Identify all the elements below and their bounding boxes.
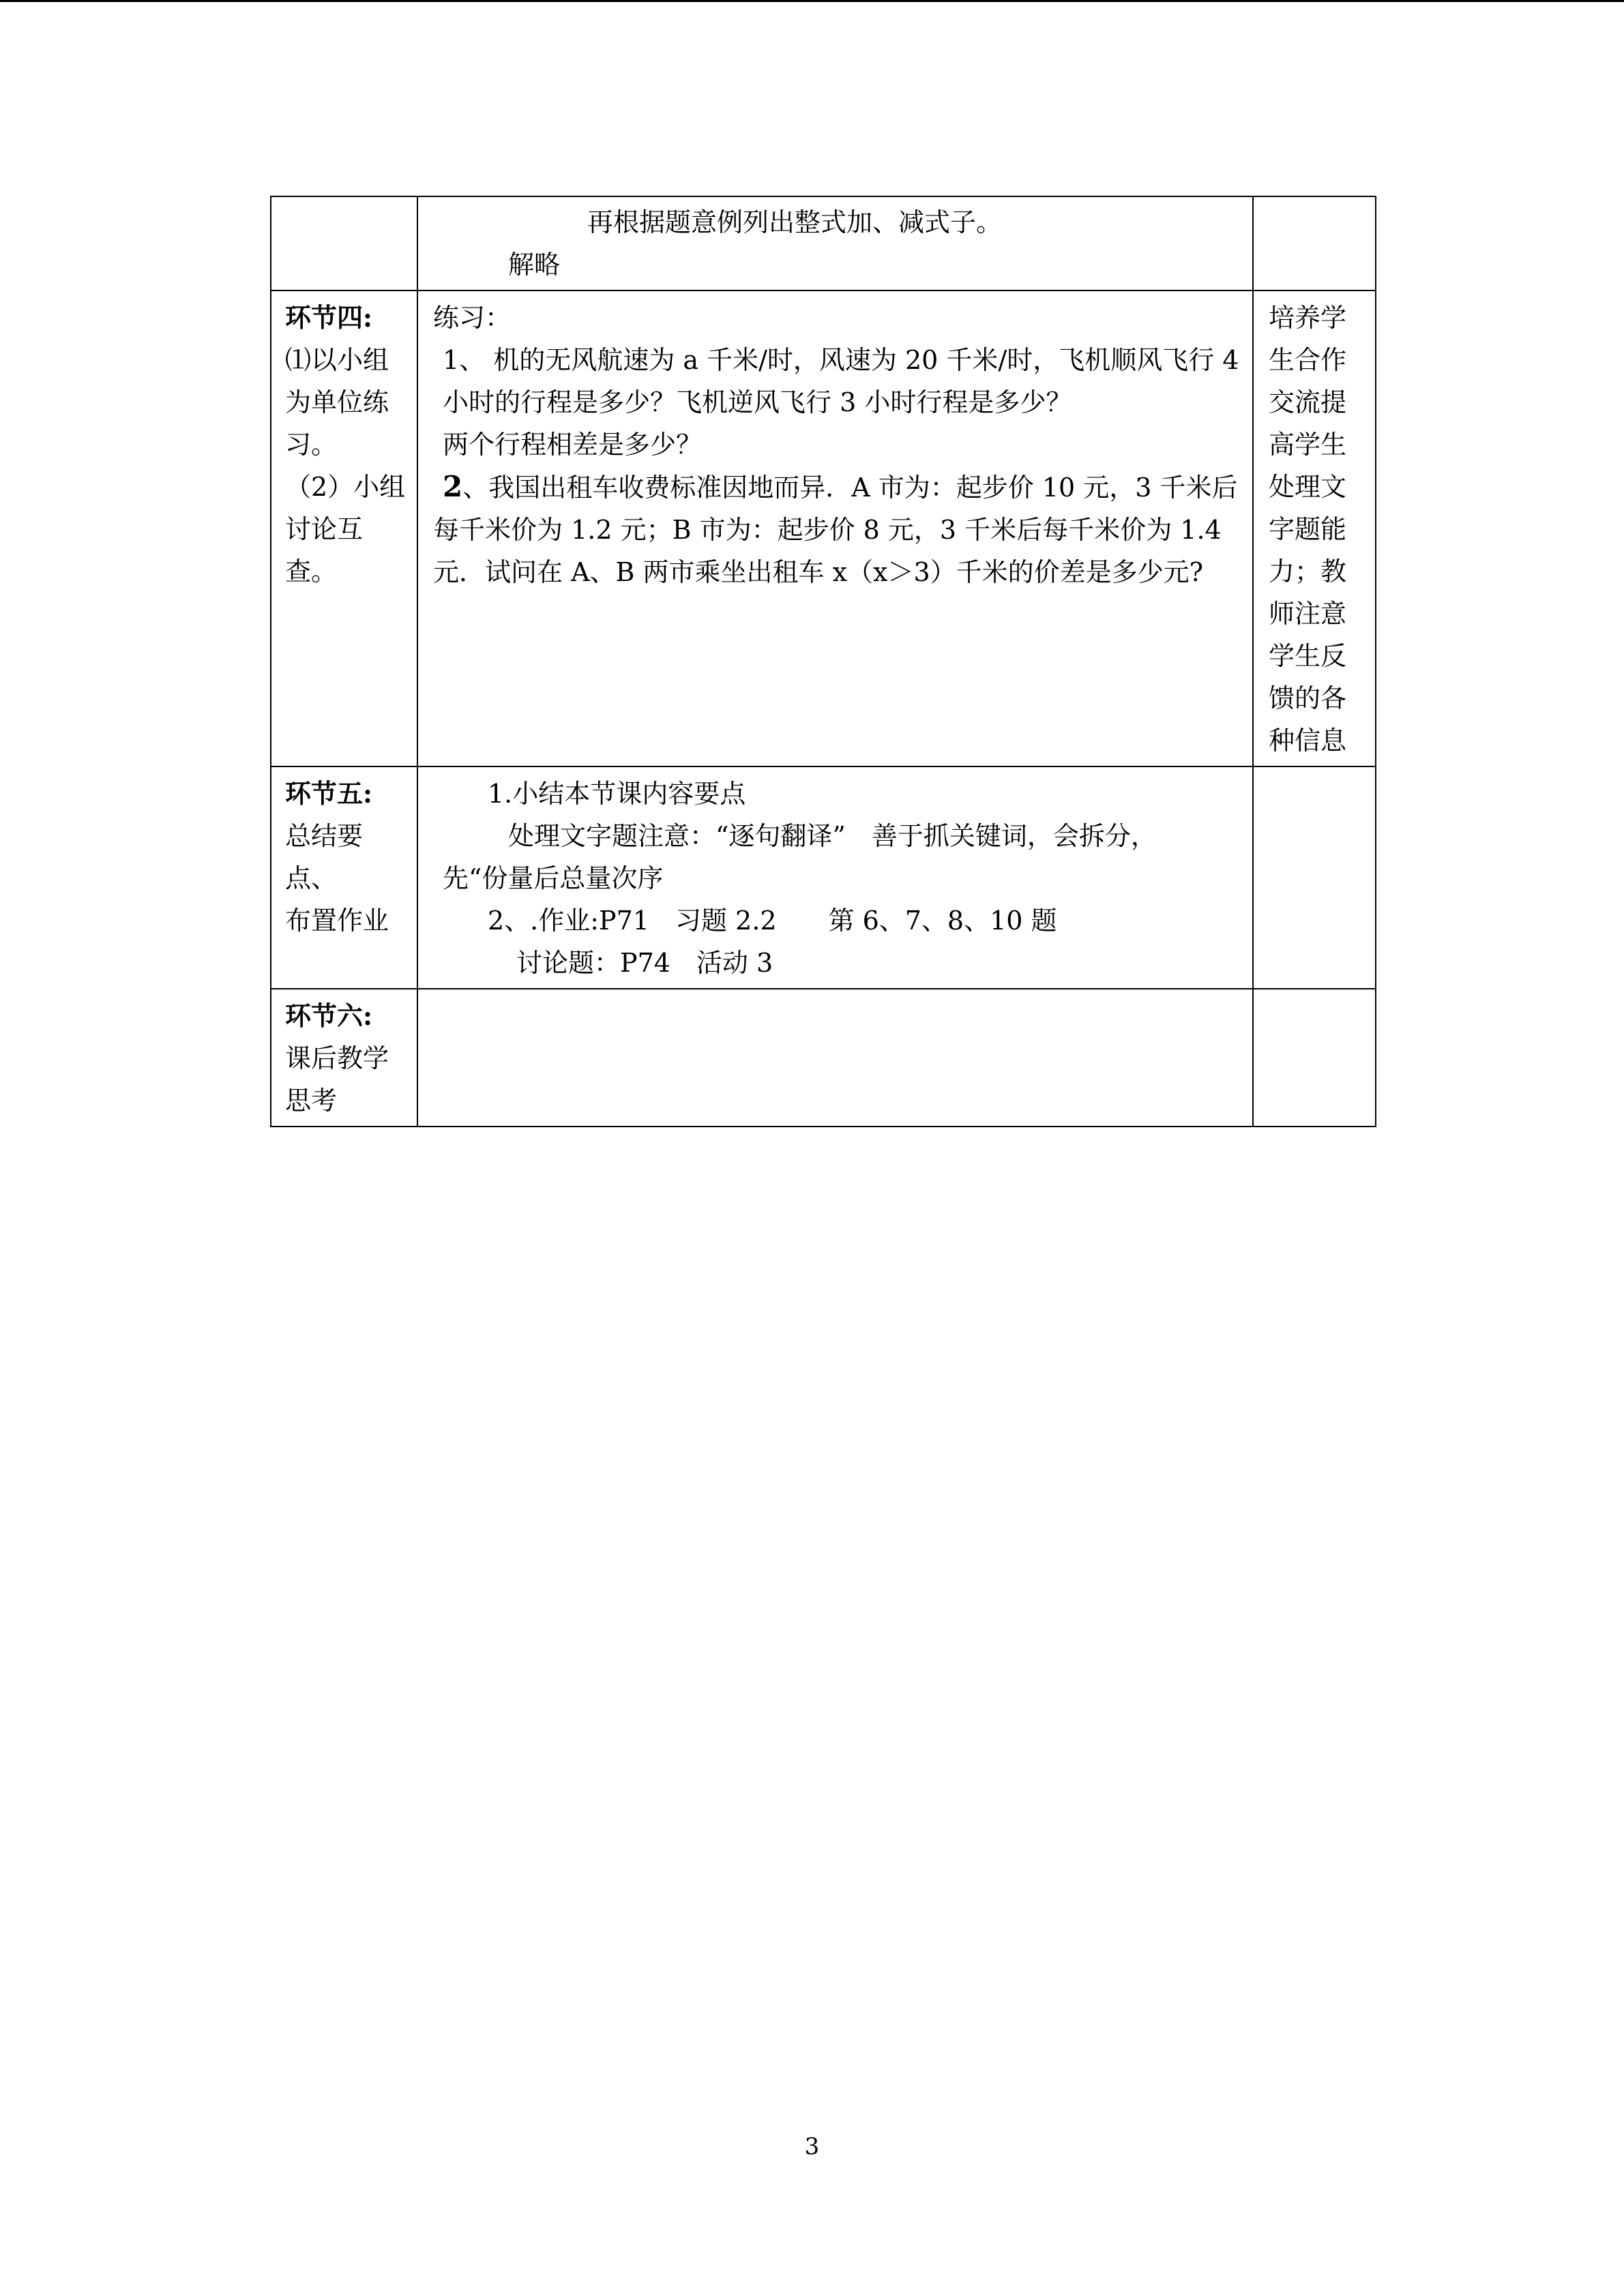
exercise-question-1-tail: 两个行程相差是多少？ <box>443 430 703 460</box>
exercise-question-2 <box>433 466 1241 593</box>
summary-line: 先“份量后总量次序 <box>443 863 664 893</box>
stage-desc: 思考 <box>285 1086 338 1116</box>
question-number: 2 <box>443 470 463 503</box>
table-row-stage-5 <box>271 766 1376 989</box>
question-text: 、我国出租车收费标准因地而异．A 市为：起步价 10 元，3 千米后每千米价为 1.2 元；B 市为：起步价 8 元，3 千米后每千米价为 1.4 元．试问在 A、B 两市乘坐出租车 x（x＞3）千米的价差是多少元? <box>433 473 1238 587</box>
purpose-cell <box>1253 290 1376 766</box>
discussion-line: 讨论题：P74 活动 3 <box>516 948 773 978</box>
stage-cell <box>271 196 417 290</box>
content-cell <box>417 196 1253 290</box>
stage-desc: 点、 <box>285 863 338 893</box>
exercise-question-1: 1、 机的无风航速为 a 千米/时，风速为 20 千米/时，飞机顺风飞行 4 小时的行程是多少？飞机逆风飞行 3 小时行程是多少？ <box>443 345 1239 417</box>
stage-desc: ⑴以小组为单位练习。 <box>285 345 389 460</box>
page-number: 3 <box>804 2133 820 2160</box>
stage-cell <box>271 766 417 989</box>
table-row-stage-4 <box>271 290 1376 766</box>
content-line: 再根据题意例列出整式加、减式子。 <box>587 207 1003 237</box>
stage-desc: 布置作业 <box>285 906 389 936</box>
purpose-cell <box>1253 766 1376 989</box>
stage-cell <box>271 989 417 1127</box>
purpose-cell <box>1253 989 1376 1127</box>
exercise-title: 练习： <box>433 303 512 333</box>
summary-line: 处理文字题注意：“逐句翻译” 善于抓关键词，会拆分， <box>508 821 1157 851</box>
purpose-text: 培养学生合作交流提高学生处理文字题能力；教师注意学生反馈的各种信息 <box>1269 303 1347 756</box>
stage-title: 环节五: <box>285 778 373 809</box>
summary-line: 1.小结本节课内容要点 <box>488 779 746 809</box>
table-row-continuation <box>271 196 1376 290</box>
stage-title: 环节四: <box>285 302 373 333</box>
stage-desc: 课后教学 <box>285 1043 389 1073</box>
purpose-cell <box>1253 196 1376 290</box>
homework-line: 2、.作业:P71 习题 2.2 第 6、7、8、10 题 <box>488 906 1057 936</box>
content-cell <box>417 290 1253 766</box>
stage-desc: 总结要 <box>285 821 364 851</box>
table-row-stage-6 <box>271 989 1376 1127</box>
content-cell <box>417 766 1253 989</box>
stage-desc: （2）小组讨论互查。 <box>285 472 406 586</box>
lesson-plan-table <box>270 196 1376 1127</box>
stage-cell <box>271 290 417 766</box>
content-line: 解略 <box>508 250 561 280</box>
top-border-line <box>0 0 1624 2</box>
content-cell <box>417 989 1253 1127</box>
stage-title: 环节六: <box>285 1000 373 1031</box>
